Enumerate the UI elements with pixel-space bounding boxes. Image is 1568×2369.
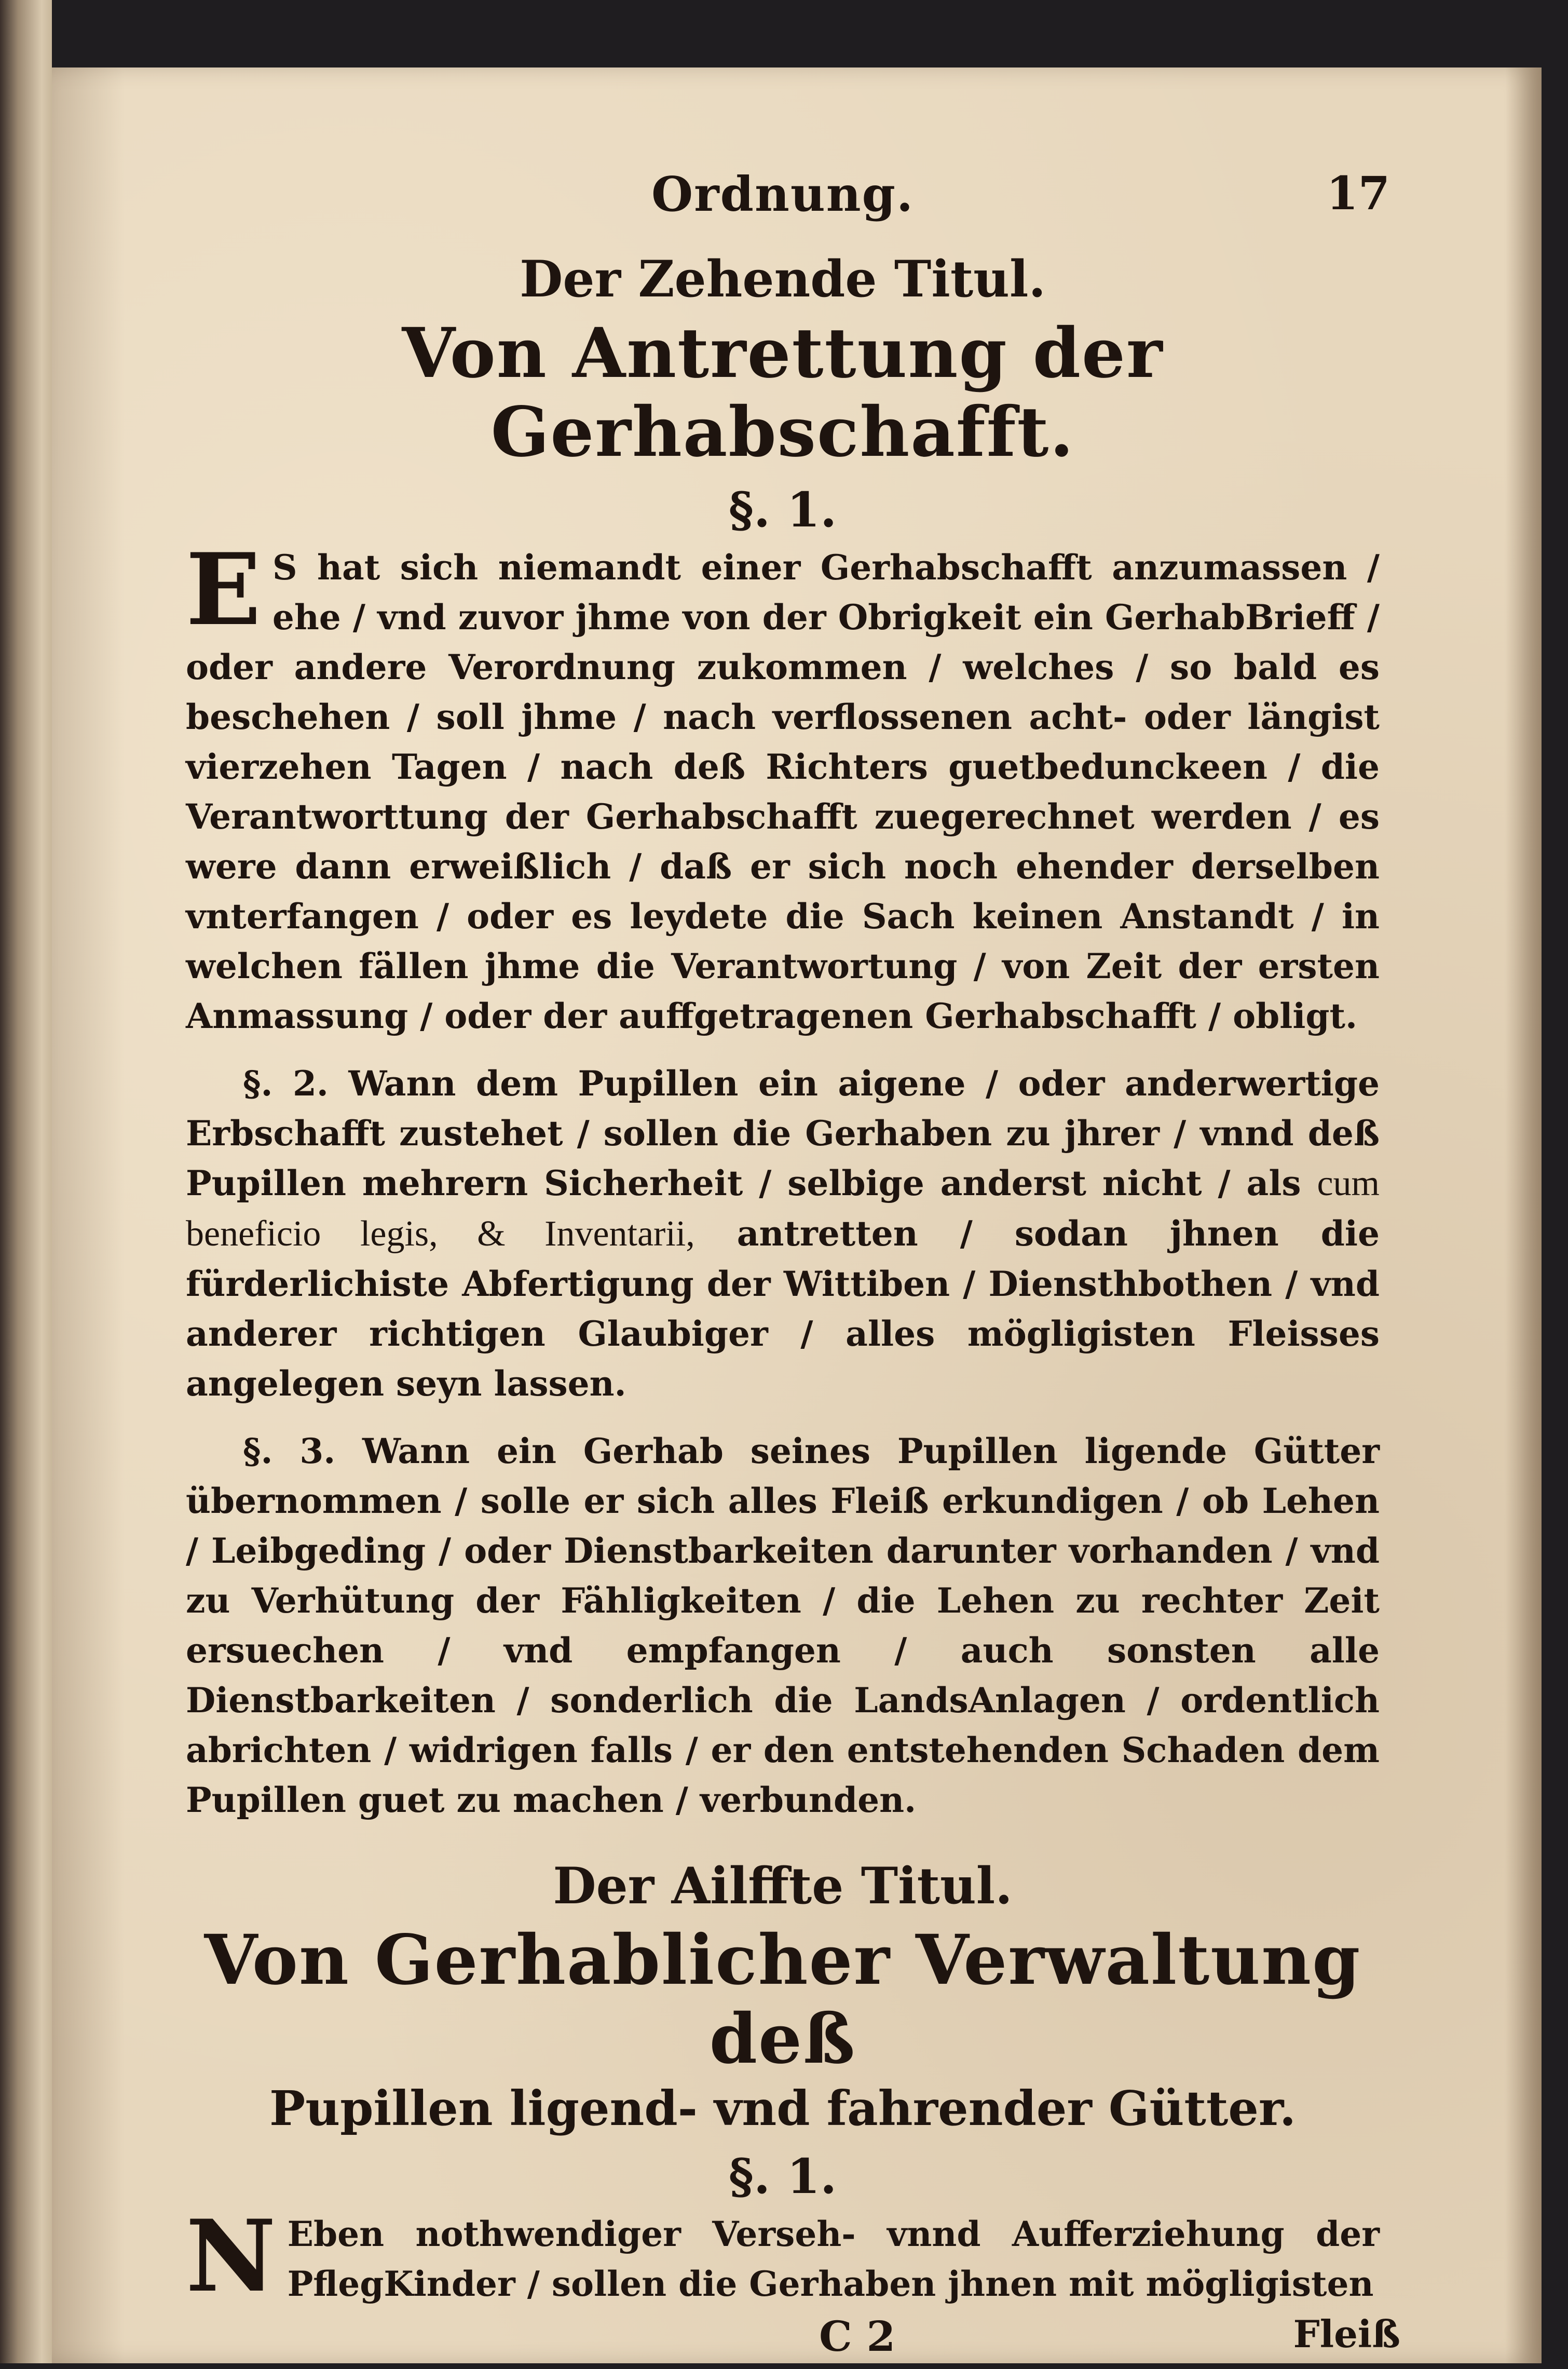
running-head <box>186 166 1390 249</box>
page-content <box>186 166 1400 2369</box>
title-10-section-1-text: S hat sich niemandt einer Gerhabschafft anzumassen / ehe / vnd zuvor jhme von der Obrigkeit ein GerhabBrieff / oder andere Verordnung zukommen / welches / so bald es beschehen / soll jhme / nach verflossenen acht- oder längist vierzehen Tagen / nach deß Richters guetbedunckeen / die Verantworttung der Gerhabschafft zuegerechnet werden / es were dann erweißlich / daß er sich noch ehender derselben vnterfangen / oder es leydete die Sach keinen Anstandt / in welchen fällen jhme die Verantwortung / von Zeit der ersten Anmassung / oder der auffgetragenen Gerhabschafft / obligt. <box>186 547 1380 1037</box>
title-10-section-1-paragraph <box>186 532 1380 1041</box>
drop-cap-initial-2: N <box>186 2198 276 2314</box>
book-page <box>52 67 1542 2363</box>
section-2-mark: §. 2. <box>243 1063 329 1104</box>
section-2-latin-phrase: cum beneficio legis, & Inventarii, <box>186 1163 1380 1254</box>
title-11-heading: Von Gerhablicher Verwaltung deß <box>204 1920 1361 2080</box>
page-edge-shadow <box>1505 67 1542 2363</box>
section-3-mark: §. 3. <box>243 1431 336 1472</box>
page-footer <box>186 2312 1400 2369</box>
title-11-subheading: Pupillen ligend- vnd fahrender Gütter. <box>269 2080 1296 2136</box>
title-10-label: Der Zehende Titul. <box>520 250 1046 308</box>
catchword: Fleiß <box>1293 2312 1400 2357</box>
title-10-section-2-paragraph <box>186 1059 1380 1409</box>
title-11-label: Der Ailffte Titul. <box>553 1857 1013 1916</box>
section-2-text-a: Wann dem Pupillen ein aigene / oder anderwertige Erbschafft zustehet / sollen die Gerhaben zu jhrer / vnnd deß Pupillen mehrern Sicherheit / selbige anderst nicht / als <box>186 1063 1380 1204</box>
title-11-section-1-paragraph <box>186 2198 1380 2314</box>
title-10-heading: Von Antrettung der Gerhabschafft. <box>402 313 1164 472</box>
section-3-text: Wann ein Gerhab seines Pupillen ligende Gütter übernommen / solle er sich alles Fleiß erkundigen / ob Lehen / Leibgeding / oder Dienstbarkeiten darunter vorhanden / vnd zu Verhütung der Fähligkeiten / die Lehen zu rechter Zeit ersuechen / vnd empfangen / auch sonsten alle Dienstbarkeiten / sonderlich die LandsAnlagen / ordentlich abrichten / widrigen falls / er den entstehenden Schaden dem Pupillen guet zu machen / verbunden. <box>186 1431 1380 1821</box>
title-11-section-1-mark: §. 1. <box>728 2148 837 2204</box>
title-10-section-3-paragraph <box>186 1426 1380 1825</box>
running-title: Ordnung. <box>651 166 914 222</box>
title-11-section-1-text: Eben nothwendiger Verseh- vnnd Aufferziehung der PflegKinder / sollen die Gerhaben jhnen mit mögligisten <box>287 2214 1380 2305</box>
drop-cap-initial: E <box>186 532 261 648</box>
section-2-text-b: antretten / sodan jhnen die fürderlichiste Abfertigung der Wittiben / Diensthbothen / vnd anderer richtigen Glaubiger / alles mögligisten Fleisses angelegen seyn lassen. <box>186 1213 1380 1404</box>
signature-mark: C 2 <box>819 2312 896 2361</box>
page-number: 17 <box>1326 166 1390 220</box>
adjacent-page-edge <box>0 0 52 2363</box>
title-10-section-1-mark: §. 1. <box>728 481 837 538</box>
